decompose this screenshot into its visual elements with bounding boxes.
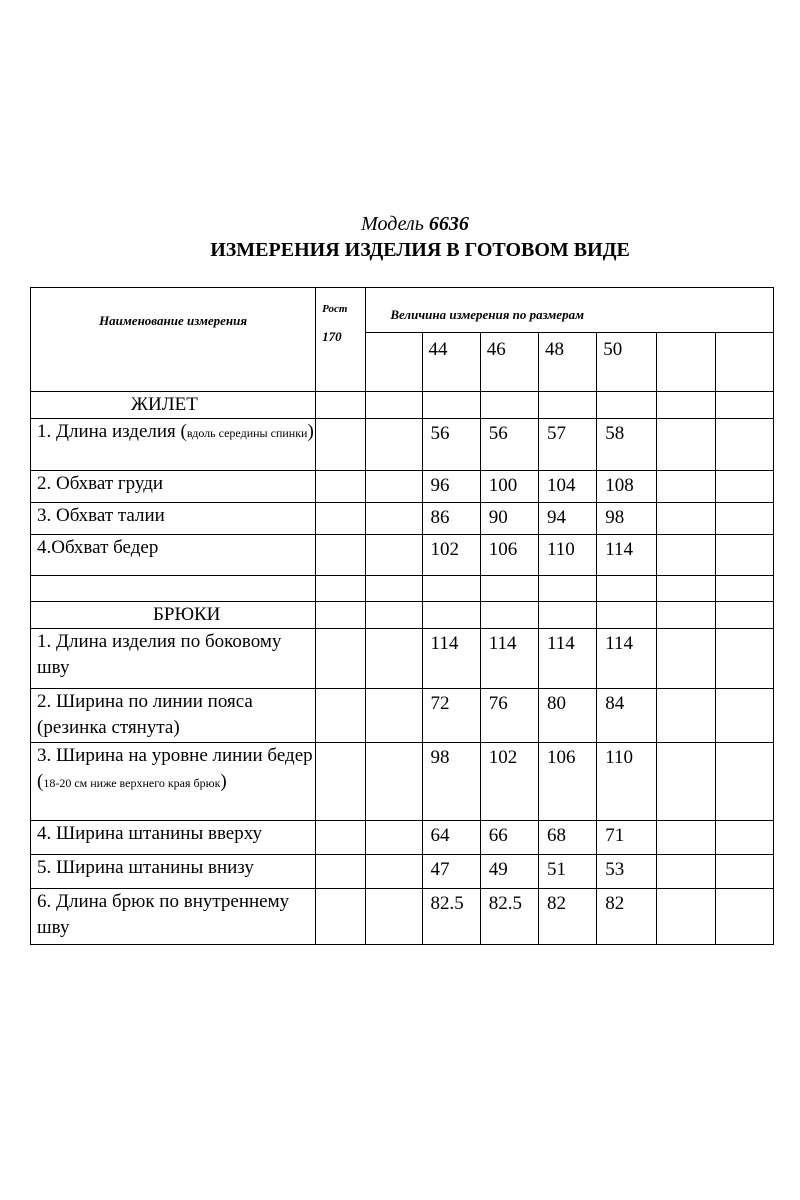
empty-cell — [715, 503, 773, 535]
measurement-note: вдоль середины спинки — [186, 426, 308, 440]
size-value: 96 — [422, 471, 480, 503]
column-header-height — [316, 288, 366, 392]
measurement-name — [31, 471, 316, 503]
measurement-label: 1. Длина изделия по боковому шву — [37, 631, 282, 678]
empty-cell — [715, 855, 773, 889]
height-cell — [316, 535, 366, 576]
empty-cell — [316, 602, 366, 629]
empty-cell — [31, 576, 316, 602]
gap-cell — [366, 419, 422, 471]
height-cell — [316, 629, 366, 689]
size-value: 66 — [480, 821, 538, 855]
measurement-label: 4. Ширина штанины вверху — [37, 823, 263, 844]
measurement-row — [31, 743, 774, 821]
measurement-suffix: ) — [307, 421, 314, 442]
gap-cell — [366, 629, 422, 689]
size-header: 44 — [422, 333, 480, 392]
size-value: 98 — [422, 743, 480, 821]
height-cell — [316, 855, 366, 889]
measurement-label: 2. Обхват груди — [37, 473, 164, 494]
table-body — [31, 392, 774, 945]
measurement-row — [31, 535, 774, 576]
size-value: 86 — [422, 503, 480, 535]
empty-cell — [422, 602, 480, 629]
measurement-row — [31, 629, 774, 689]
empty-cell — [422, 392, 480, 419]
empty-cell — [715, 689, 773, 743]
size-value: 110 — [597, 743, 657, 821]
empty-cell — [715, 392, 773, 419]
empty-cell — [657, 889, 715, 945]
empty-cell — [316, 392, 366, 419]
size-value: 57 — [538, 419, 596, 471]
empty-cell — [597, 576, 657, 602]
size-value: 102 — [422, 535, 480, 576]
size-value: 53 — [597, 855, 657, 889]
section-title: ЖИЛЕТ — [31, 392, 316, 419]
size-value: 106 — [538, 743, 596, 821]
empty-cell — [422, 576, 480, 602]
measurement-name — [31, 889, 316, 945]
measurement-label: 6. Длина брюк по внутреннему шву — [37, 891, 290, 938]
size-value: 64 — [422, 821, 480, 855]
height-cell — [316, 689, 366, 743]
empty-cell — [715, 889, 773, 945]
header-row-top — [31, 288, 774, 333]
size-value: 80 — [538, 689, 596, 743]
empty-cell — [657, 392, 715, 419]
empty-cell — [538, 392, 596, 419]
empty-cell — [597, 392, 657, 419]
column-header-sizes: Величина измерения по размерам — [366, 288, 774, 333]
section-row — [31, 602, 774, 629]
measurement-row — [31, 471, 774, 503]
measurement-row — [31, 855, 774, 889]
model-line — [0, 212, 800, 236]
size-value: 47 — [422, 855, 480, 889]
empty-cell — [715, 576, 773, 602]
size-value: 106 — [480, 535, 538, 576]
size-value: 108 — [597, 471, 657, 503]
size-value: 114 — [422, 629, 480, 689]
measurement-name — [31, 629, 316, 689]
section-title: БРЮКИ — [31, 602, 316, 629]
size-value: 104 — [538, 471, 596, 503]
empty-cell — [480, 602, 538, 629]
empty-cell — [657, 419, 715, 471]
measurement-name — [31, 855, 316, 889]
size-value: 82.5 — [480, 889, 538, 945]
size-value: 82.5 — [422, 889, 480, 945]
empty-cell — [657, 743, 715, 821]
size-gap-cell — [366, 333, 422, 392]
gap-cell — [366, 889, 422, 945]
empty-cell — [715, 743, 773, 821]
size-header: 46 — [480, 333, 538, 392]
measurement-label: 3. Ширина на уровне линии бедер ( — [37, 745, 313, 792]
size-value: 114 — [538, 629, 596, 689]
empty-cell — [597, 602, 657, 629]
height-cell — [316, 419, 366, 471]
column-header-name: Наименование измерения — [31, 288, 316, 392]
size-value: 71 — [597, 821, 657, 855]
empty-cell — [657, 629, 715, 689]
measurement-name — [31, 689, 316, 743]
empty-cell — [316, 576, 366, 602]
measurement-label: 1. Длина изделия ( — [37, 421, 187, 442]
section-row — [31, 392, 774, 419]
empty-cell — [657, 821, 715, 855]
empty-cell — [657, 855, 715, 889]
height-cell — [316, 821, 366, 855]
empty-cell — [715, 629, 773, 689]
height-cell — [316, 471, 366, 503]
height-cell — [316, 889, 366, 945]
empty-cell — [715, 471, 773, 503]
size-value: 68 — [538, 821, 596, 855]
measurement-name — [31, 535, 316, 576]
measurement-suffix: ) — [220, 771, 227, 792]
measurement-name — [31, 419, 316, 471]
empty-cell — [657, 576, 715, 602]
size-value: 84 — [597, 689, 657, 743]
gap-cell — [366, 855, 422, 889]
empty-cell — [657, 535, 715, 576]
gap-cell — [366, 503, 422, 535]
size-value: 72 — [422, 689, 480, 743]
empty-cell — [366, 392, 422, 419]
size-value: 56 — [422, 419, 480, 471]
empty-cell — [657, 602, 715, 629]
measurement-name — [31, 503, 316, 535]
empty-cell — [715, 535, 773, 576]
gap-cell — [366, 821, 422, 855]
size-value: 114 — [597, 535, 657, 576]
size-value: 58 — [597, 419, 657, 471]
measurement-label: 3. Обхват талии — [37, 505, 165, 526]
size-header-empty — [657, 333, 715, 392]
size-value: 102 — [480, 743, 538, 821]
height-cell — [316, 503, 366, 535]
gap-cell — [366, 535, 422, 576]
size-value: 114 — [480, 629, 538, 689]
measurement-row — [31, 419, 774, 471]
size-value: 56 — [480, 419, 538, 471]
size-value: 94 — [538, 503, 596, 535]
size-value: 82 — [597, 889, 657, 945]
measurement-label: 5. Ширина штанины внизу — [37, 857, 254, 878]
model-number: 6636 — [428, 213, 469, 235]
measurements-table — [30, 287, 774, 945]
empty-cell — [657, 471, 715, 503]
empty-cell — [480, 392, 538, 419]
size-value: 51 — [538, 855, 596, 889]
size-value: 82 — [538, 889, 596, 945]
blank-row — [31, 576, 774, 602]
size-value: 110 — [538, 535, 596, 576]
gap-cell — [366, 743, 422, 821]
measurement-label: 4.Обхват бедер — [37, 537, 159, 558]
height-cell — [316, 743, 366, 821]
empty-cell — [366, 602, 422, 629]
size-value: 98 — [597, 503, 657, 535]
measurement-note: 18-20 см ниже верхнего края брюк — [43, 776, 221, 790]
height-value: 170 — [322, 329, 342, 344]
size-header: 48 — [538, 333, 596, 392]
empty-cell — [366, 576, 422, 602]
empty-cell — [480, 576, 538, 602]
document-title: ИЗМЕРЕНИЯ ИЗДЕЛИЯ В ГОТОВОМ ВИДЕ — [210, 239, 630, 261]
empty-cell — [538, 576, 596, 602]
size-value: 76 — [480, 689, 538, 743]
empty-cell — [657, 503, 715, 535]
measurement-name — [31, 743, 316, 821]
measurement-row — [31, 689, 774, 743]
model-label: Модель — [361, 213, 424, 235]
size-value: 114 — [597, 629, 657, 689]
size-value: 100 — [480, 471, 538, 503]
size-header-empty — [715, 333, 773, 392]
empty-cell — [715, 821, 773, 855]
measurement-name — [31, 821, 316, 855]
gap-cell — [366, 689, 422, 743]
gap-cell — [366, 471, 422, 503]
size-value: 90 — [480, 503, 538, 535]
measurement-row — [31, 821, 774, 855]
measurement-row — [31, 503, 774, 535]
empty-cell — [715, 419, 773, 471]
height-label: Рост — [322, 303, 348, 315]
empty-cell — [715, 602, 773, 629]
size-value: 49 — [480, 855, 538, 889]
empty-cell — [538, 602, 596, 629]
measurement-label: 2. Ширина по линии пояса (резинка стянута) — [37, 691, 253, 738]
empty-cell — [657, 689, 715, 743]
size-header: 50 — [597, 333, 657, 392]
measurement-row — [31, 889, 774, 945]
